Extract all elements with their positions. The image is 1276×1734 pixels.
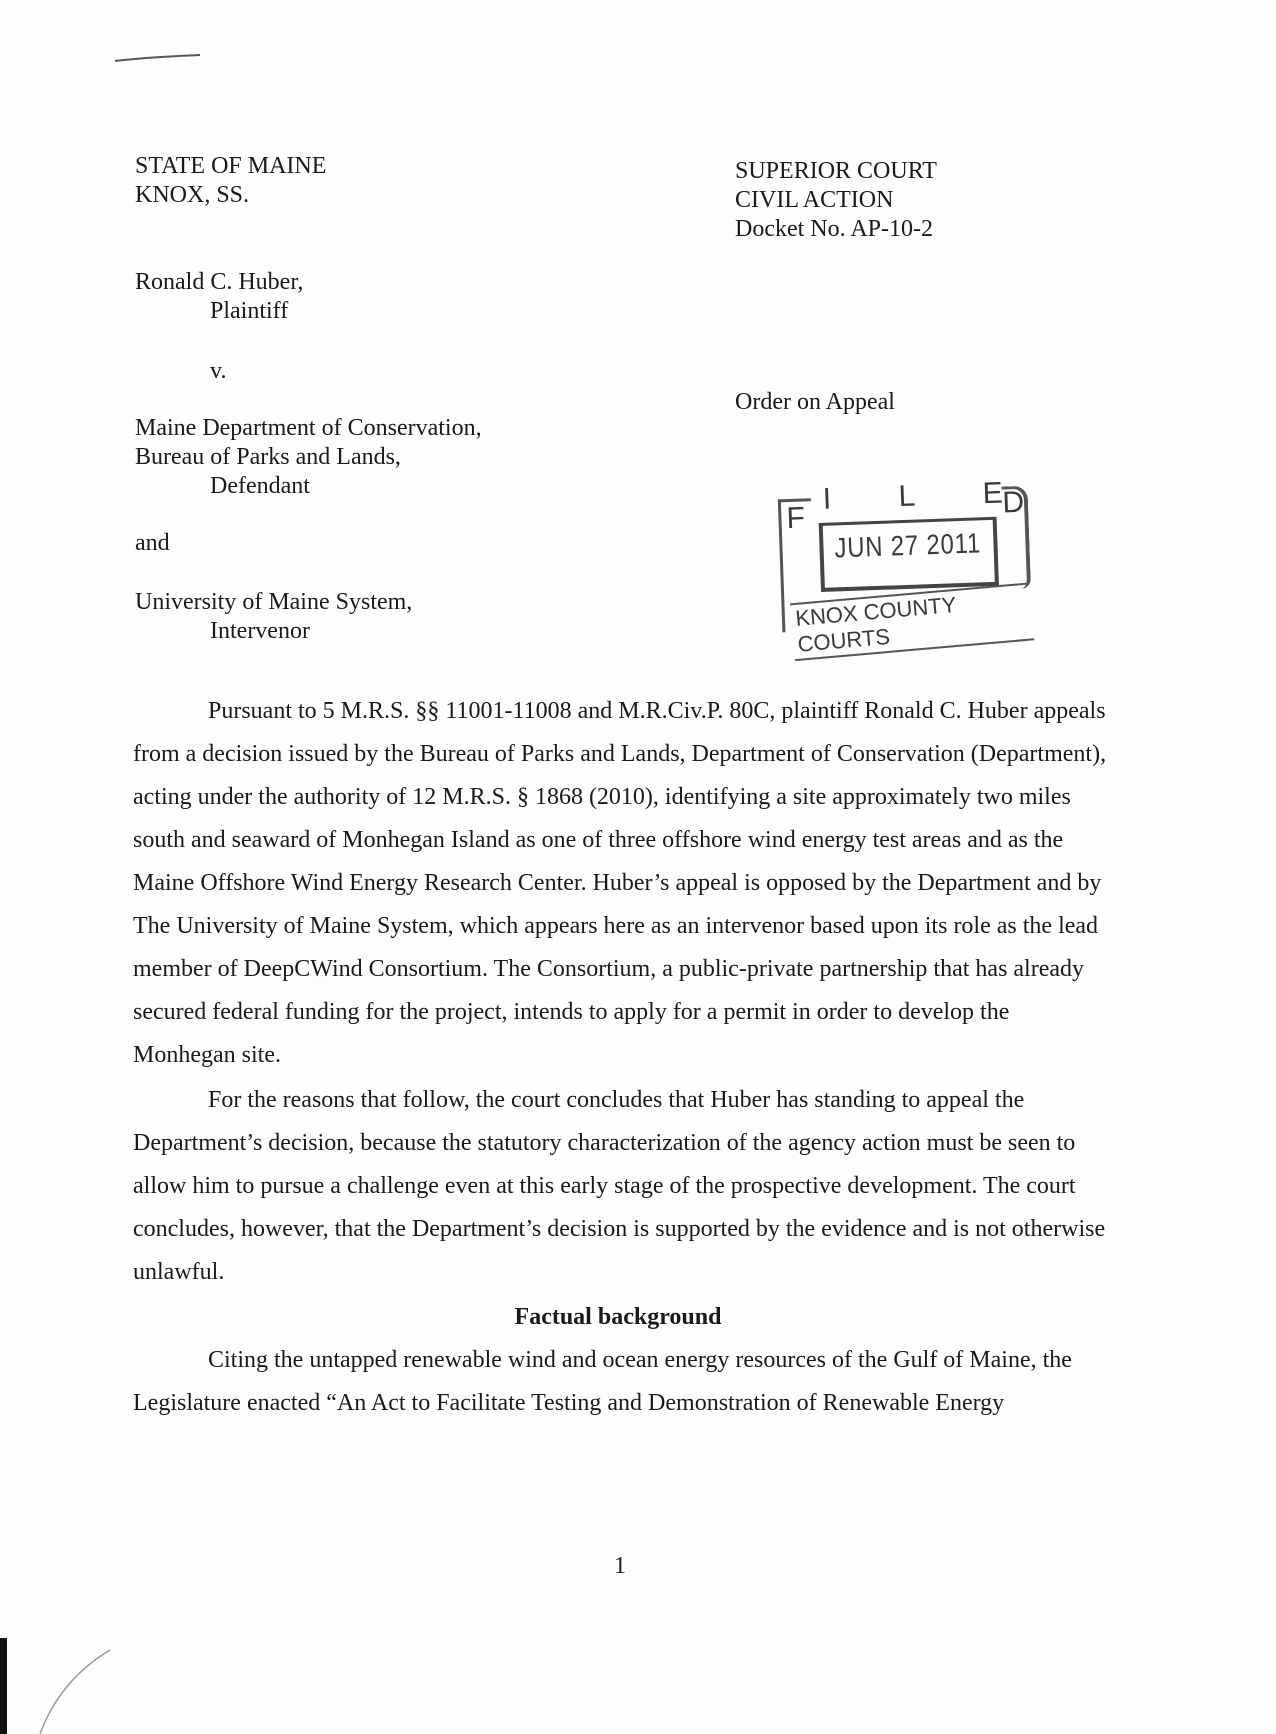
body-text: [133, 690, 1113, 1427]
stamp-filed-letters: [822, 477, 1003, 517]
stamp-letter: L: [898, 479, 916, 514]
stamp-letter-f: F: [785, 501, 806, 536]
plaintiff-block: [135, 268, 303, 326]
conjunction: and: [135, 530, 170, 556]
defendant-name-1: Maine Department of Conservation,: [135, 415, 482, 441]
and-block: [135, 529, 170, 558]
versus-block: [135, 357, 226, 386]
intervenor-role: Intervenor: [210, 618, 310, 644]
court-name: SUPERIOR COURT: [735, 158, 937, 184]
plaintiff-role: Plaintiff: [210, 298, 289, 324]
defendant-role: Defendant: [210, 473, 310, 499]
paragraph-3: Citing the untapped renewable wind and ocean energy resources of the Gulf of Maine, the Legislature enacted “An Act to Facilitate Testing and Demonstration of Renewable Energy: [133, 1347, 1072, 1416]
caption-right: [735, 157, 937, 244]
pen-mark-top-left: [110, 45, 210, 75]
docket-number: Docket No. AP-10-2: [735, 216, 933, 242]
county-name: KNOX, SS.: [135, 182, 250, 208]
intervenor-name: University of Maine System,: [135, 589, 413, 615]
defendant-name-2: Bureau of Parks and Lands,: [135, 444, 401, 470]
scan-fold-bottom-left: [0, 1630, 120, 1734]
action-type: CIVIL ACTION: [735, 187, 894, 213]
page-number: 1: [614, 1553, 626, 1579]
stamp-court: KNOX COUNTY COURTS: [790, 582, 1034, 661]
order-title: Order on Appeal: [735, 389, 895, 415]
defendant-block: [135, 414, 482, 501]
stamp-letter: E: [982, 476, 1004, 511]
state-name: STATE OF MAINE: [135, 153, 327, 179]
stamp-date: JUN 27 2011: [833, 527, 982, 564]
stamp-letter: I: [822, 482, 832, 516]
section-heading: Factual background: [514, 1304, 722, 1330]
caption-left: [135, 152, 326, 210]
versus: v.: [210, 358, 227, 384]
filed-stamp: [777, 476, 1032, 657]
intervenor-block: [135, 588, 412, 646]
paragraph-2: For the reasons that follow, the court concludes that Huber has standing to appeal the Department’s decision, because the statutory characterization of the agency action must be seen to allow him to pursue a challenge even at this early stage of the prospective development. The court concludes, however, that the Department’s decision is supported by the evidence and is not otherwise unlawful.: [133, 1087, 1106, 1285]
plaintiff-name: Ronald C. Huber,: [135, 269, 304, 295]
stamp-letter-d: D: [1001, 485, 1025, 520]
paragraph-1: Pursuant to 5 M.R.S. §§ 11001-11008 and M.R.Civ.P. 80C, plaintiff Ronald C. Huber appeals from a decision issued by the Bureau of Parks and Lands, Department of Conservation (Department), acting under the authority of 12 M.R.S. § 1868 (2010), identifying a site approximately two miles south and seaward of Monhegan Island as one of three offshore wind energy test areas and as the Maine Offshore Wind Energy Research Center. Huber’s appeal is opposed by the Department and by The University of Maine System, which appears here as an intervenor based upon its role as the lead member of DeepCWind Consortium. The Consortium, a public-private partnership that has already secured federal funding for the project, intends to apply for a permit in order to develop the Monhegan site.: [133, 698, 1107, 1068]
